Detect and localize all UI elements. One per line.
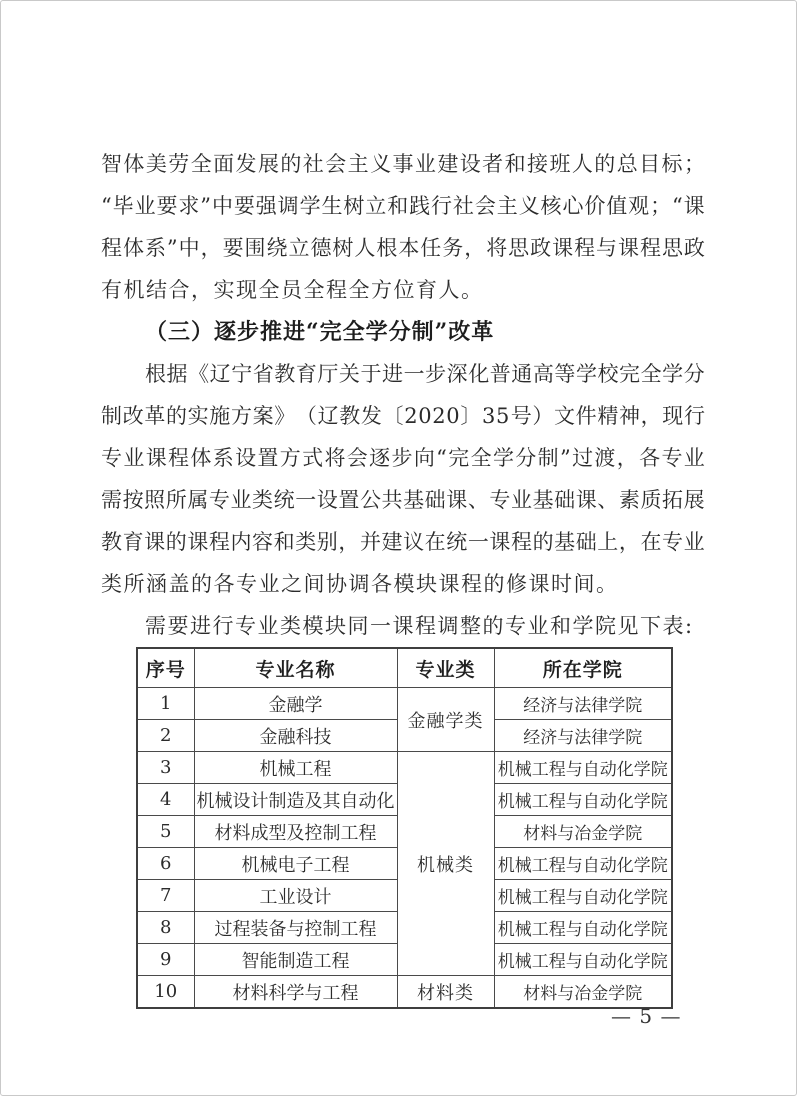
body-text-block bbox=[101, 143, 705, 647]
header-cell-major-name: 专业名称 bbox=[194, 648, 397, 688]
body-line: 需 按 照 所 属 专 业 类 统 一 设 置 公 共 基 础 课 、 专 业 基 础 课 、 素 质 拓 展 bbox=[101, 488, 705, 512]
cell-category: 机械类 bbox=[397, 752, 494, 976]
cell-no: 8 bbox=[137, 912, 194, 944]
cell-college: 机械工程与自动化学院 bbox=[494, 784, 672, 816]
cell-college: 机械工程与自动化学院 bbox=[494, 912, 672, 944]
body-line: 根 据 《 辽 宁 省 教 育 厅 关 于 进 一 步 深 化 普 通 高 等 学 校 完 全 学 分 bbox=[145, 362, 705, 386]
cell-category: 金融学类 bbox=[397, 688, 494, 752]
cell-college: 经济与法律学院 bbox=[494, 720, 672, 752]
body-line: 有机结合，实现全员全程全方位育人。 bbox=[101, 278, 484, 302]
cell-no: 7 bbox=[137, 880, 194, 912]
cell-no: 2 bbox=[137, 720, 194, 752]
cell-college: 材料与冶金学院 bbox=[494, 816, 672, 848]
cell-major: 材料成型及控制工程 bbox=[194, 816, 397, 848]
cell-no: 5 bbox=[137, 816, 194, 848]
body-line: 程 体 系 ” 中 ， 要 围 绕 立 德 树 人 根 本 任 务 ， 将 思 政 课 程 与 课 程 思 政 bbox=[101, 236, 705, 260]
cell-no: 3 bbox=[137, 752, 194, 784]
table-row bbox=[137, 752, 672, 784]
body-line: 智 体 美 劳 全 面 发 展 的 社 会 主 义 事 业 建 设 者 和 接 班 人 的 总 目 标 ； bbox=[101, 152, 705, 176]
table-row bbox=[137, 976, 672, 1009]
cell-college: 机械工程与自动化学院 bbox=[494, 848, 672, 880]
header-cell-index: 序号 bbox=[137, 648, 194, 688]
body-line: “ 毕 业 要 求 ” 中 要 强 调 学 生 树 立 和 践 行 社 会 主 义 核 心 价 值 观 ； “ 课 bbox=[101, 194, 705, 218]
majors-table bbox=[136, 647, 673, 1009]
cell-college: 材料与冶金学院 bbox=[494, 976, 672, 1009]
cell-major: 工业设计 bbox=[194, 880, 397, 912]
body-line: 类所涵盖的各专业之间协调各模块课程的修课时间。 bbox=[101, 572, 619, 596]
cell-college: 机械工程与自动化学院 bbox=[494, 752, 672, 784]
cell-no: 10 bbox=[137, 976, 194, 1009]
cell-category: 材料类 bbox=[397, 976, 494, 1009]
cell-major: 机械电子工程 bbox=[194, 848, 397, 880]
body-line: 专 业 课 程 体 系 设 置 方 式 将 会 逐 步 向 “ 完 全 学 分 制 ” 过 渡 ， 各 专 业 bbox=[101, 446, 705, 470]
page-number: — 5 — bbox=[611, 1004, 682, 1028]
cell-college: 机械工程与自动化学院 bbox=[494, 880, 672, 912]
header-cell-major-category: 专业类 bbox=[397, 648, 494, 688]
cell-no: 6 bbox=[137, 848, 194, 880]
cell-college: 机械工程与自动化学院 bbox=[494, 944, 672, 976]
cell-major: 智能制造工程 bbox=[194, 944, 397, 976]
table-header-row bbox=[137, 648, 672, 688]
table-row bbox=[137, 688, 672, 720]
cell-major: 材料科学与工程 bbox=[194, 976, 397, 1009]
cell-major: 机械工程 bbox=[194, 752, 397, 784]
body-line: 教 育 课 的 课 程 内 容 和 类 别 ， 并 建 议 在 统 一 课 程 的 基 础 上 ， 在 专 业 bbox=[101, 530, 705, 554]
body-line: 制 改 革 的 实 施 方 案 》 （ 辽 教 发 〔 2 0 2 0 〕 3 5 号 ） 文 件 精 神 ， 现 行 bbox=[101, 404, 705, 428]
cell-college: 经济与法律学院 bbox=[494, 688, 672, 720]
cell-no: 1 bbox=[137, 688, 194, 720]
cell-major: 金融学 bbox=[194, 688, 397, 720]
cell-major: 过程装备与控制工程 bbox=[194, 912, 397, 944]
cell-no: 9 bbox=[137, 944, 194, 976]
cell-no: 4 bbox=[137, 784, 194, 816]
cell-major: 机械设计制造及其自动化 bbox=[194, 784, 397, 816]
header-cell-college: 所在学院 bbox=[494, 648, 672, 688]
table-intro-line: 需要进行专业类模块同一课程调整的专业和学院见下表: bbox=[145, 614, 694, 638]
section-heading: （三）逐步推进“完全学分制”改革 bbox=[145, 319, 495, 345]
cell-major: 金融科技 bbox=[194, 720, 397, 752]
